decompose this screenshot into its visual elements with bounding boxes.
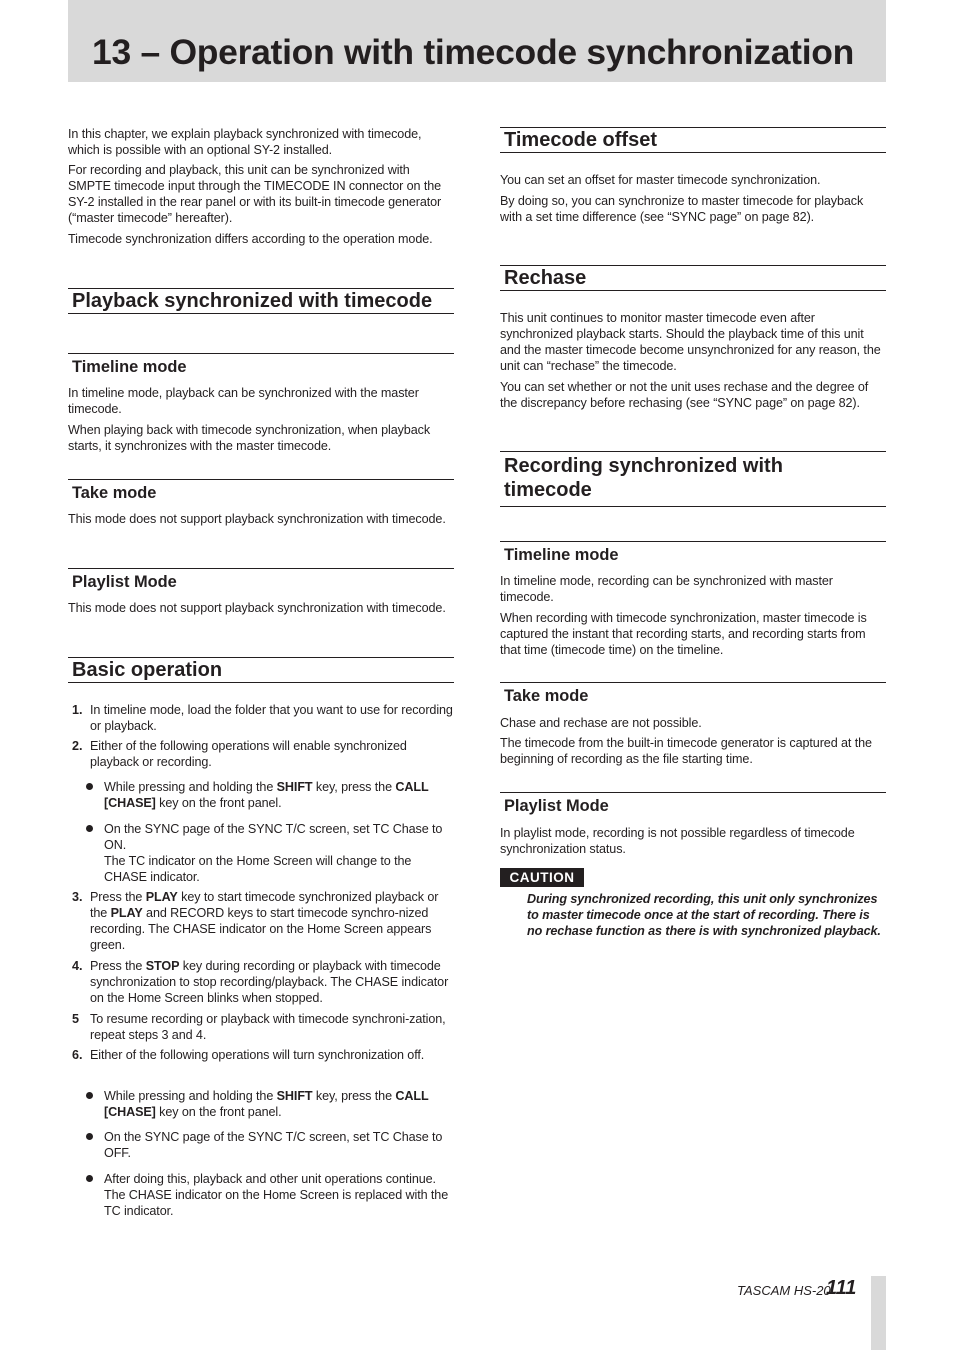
rechase-heading-text: Rechase [504, 267, 587, 289]
chapter-title: 13 – Operation with timecode synchronization [92, 32, 855, 72]
timecode-offset-heading [500, 127, 886, 153]
rechase-paragraph-2: You can set whether or not the unit uses rechase and the degree of the discrepancy before rechasing (see “SYNC page” on page 82). [500, 380, 869, 410]
caution-badge: CAUTION [500, 868, 584, 887]
take-mode-heading [68, 479, 454, 503]
step-5-number: 5 [72, 1012, 80, 1026]
step-6-bullet-a: While pressing and holding the SHIFT key, press the CALL [CHASE] key on the front panel. [104, 1089, 429, 1119]
offset-paragraph-1: You can set an offset for master timecode synchronization. [500, 173, 821, 187]
basic-operation-heading [68, 657, 454, 683]
intro-paragraph-2: For recording and playback, this unit can be synchronized with SMPTE timecode input through the TIMECODE IN connector on the SY-2 installed in the rear panel or with its built-in timecode generator (“master timecode” hereafter). [68, 163, 442, 225]
footer-tab-bar [871, 1276, 886, 1350]
rec-take-paragraph-1: Chase and rechase are not possible. [500, 716, 702, 730]
rec-timeline-mode-heading [500, 541, 886, 565]
rec-playlist-mode-heading [500, 792, 886, 816]
rec-timeline-paragraph-2: When recording with timecode synchronization, master timecode is captured the instant that recording starts, and recording starts from that time (timecode time) on the timeline. [500, 611, 867, 657]
step-2-bullet-a: While pressing and holding the SHIFT key, press the CALL [CHASE] key on the front panel. [104, 780, 429, 810]
bullet-dot [86, 825, 93, 832]
rec-playlist-paragraph: In playlist mode, recording is not possible regardless of timecode synchronization status. [500, 826, 855, 856]
step-5-text: To resume recording or playback with timecode synchroni-zation, repeat steps 3 and 4. [90, 1012, 446, 1042]
playback-sync-heading [68, 288, 454, 314]
playback-sync-heading-text: Playback synchronized with timecode [72, 290, 433, 312]
timeline-mode-heading [68, 353, 454, 377]
step-2-number: 2. [72, 739, 83, 753]
intro-paragraph-3: Timecode synchronization differs according to the operation mode. [68, 232, 433, 246]
rec-take-mode-heading [500, 682, 886, 706]
bullet-dot [86, 1133, 93, 1140]
rec-timeline-mode-heading-text: Timeline mode [504, 546, 619, 564]
rechase-heading [500, 265, 886, 291]
playlist-mode-paragraph: This mode does not support playback synchronization with timecode. [68, 601, 446, 615]
rec-take-mode-heading-text: Take mode [504, 687, 589, 705]
take-mode-paragraph: This mode does not support playback synchronization with timecode. [68, 512, 446, 526]
step-6-bullet-c: After doing this, playback and other unit operations continue. The CHASE indicator on the Home Screen is replaced with the TC indicator. [104, 1172, 449, 1218]
caution-text: During synchronized recording, this unit only synchronizes to master timecode once at the start of recording. There is no rechase function as there is with synchronized playback. [527, 892, 881, 938]
take-mode-heading-text: Take mode [72, 484, 157, 502]
rec-playlist-mode-heading-text: Playlist Mode [504, 797, 609, 815]
bullet-dot [86, 1175, 93, 1182]
rechase-paragraph-1: This unit continues to monitor master timecode even after synchronized playback starts. Should the playback time of this unit and the master timecode become unsynchronized for any reason, the unit can “rechase” the timecode. [500, 311, 881, 373]
step-2-bullet-b: On the SYNC page of the SYNC T/C screen, set TC Chase to ON. The TC indicator on the Home Screen will change to the CHASE indicator. [104, 822, 443, 884]
timeline-paragraph-2: When playing back with timecode synchronization, when playback starts, it synchronizes with the master timecode. [68, 423, 431, 453]
offset-paragraph-2: By doing so, you can synchronize to master timecode for playback with a set time difference (see “SYNC page” on page 82). [500, 194, 864, 224]
step-6-bullet-b: On the SYNC page of the SYNC T/C screen, set TC Chase to OFF. [104, 1130, 443, 1160]
step-3-number: 3. [72, 890, 83, 904]
intro-paragraph-1: In this chapter, we explain playback synchronized with timecode, which is possible with an optional SY-2 installed. [68, 127, 422, 157]
footer-brand: TASCAM HS-20 [737, 1283, 831, 1298]
step-6-number: 6. [72, 1048, 83, 1062]
bullet-dot [86, 783, 93, 790]
playlist-mode-heading-text: Playlist Mode [72, 573, 177, 591]
step-4-number: 4. [72, 959, 83, 973]
recording-sync-heading [500, 451, 886, 507]
recording-sync-heading-text: Recording synchronized with timecode [504, 455, 783, 501]
step-4-text: Press the STOP key during recording or playback with timecode synchronization to stop recording/playback. The CHASE indicator on the Home Screen blinks when stopped. [90, 959, 449, 1005]
basic-operation-heading-text: Basic operation [72, 659, 223, 681]
playlist-mode-heading [68, 568, 454, 592]
bullet-dot [86, 1092, 93, 1099]
step-6-text: Either of the following operations will turn synchronization off. [90, 1048, 425, 1062]
timeline-paragraph-1: In timeline mode, playback can be synchronized with the master timecode. [68, 386, 419, 416]
step-3-text: Press the PLAY key to start timecode synchronized playback or the PLAY and RECORD keys to start timecode synchro-nized recording. The CHASE indicator on the Home Screen appears green. [90, 890, 439, 952]
timecode-offset-heading-text: Timecode offset [504, 129, 657, 151]
rec-take-paragraph-2: The timecode from the built-in timecode generator is captured at the beginning of recording as the file starting time. [500, 736, 872, 766]
page-number: 111 [826, 1277, 857, 1299]
rec-timeline-paragraph-1: In timeline mode, recording can be synchronized with master timecode. [500, 574, 833, 604]
timeline-mode-heading-text: Timeline mode [72, 358, 187, 376]
step-1-number: 1. [72, 703, 83, 717]
step-1-text: In timeline mode, load the folder that you want to use for recording or playback. [90, 703, 453, 733]
step-2-text: Either of the following operations will enable synchronized playback or recording. [90, 739, 407, 769]
